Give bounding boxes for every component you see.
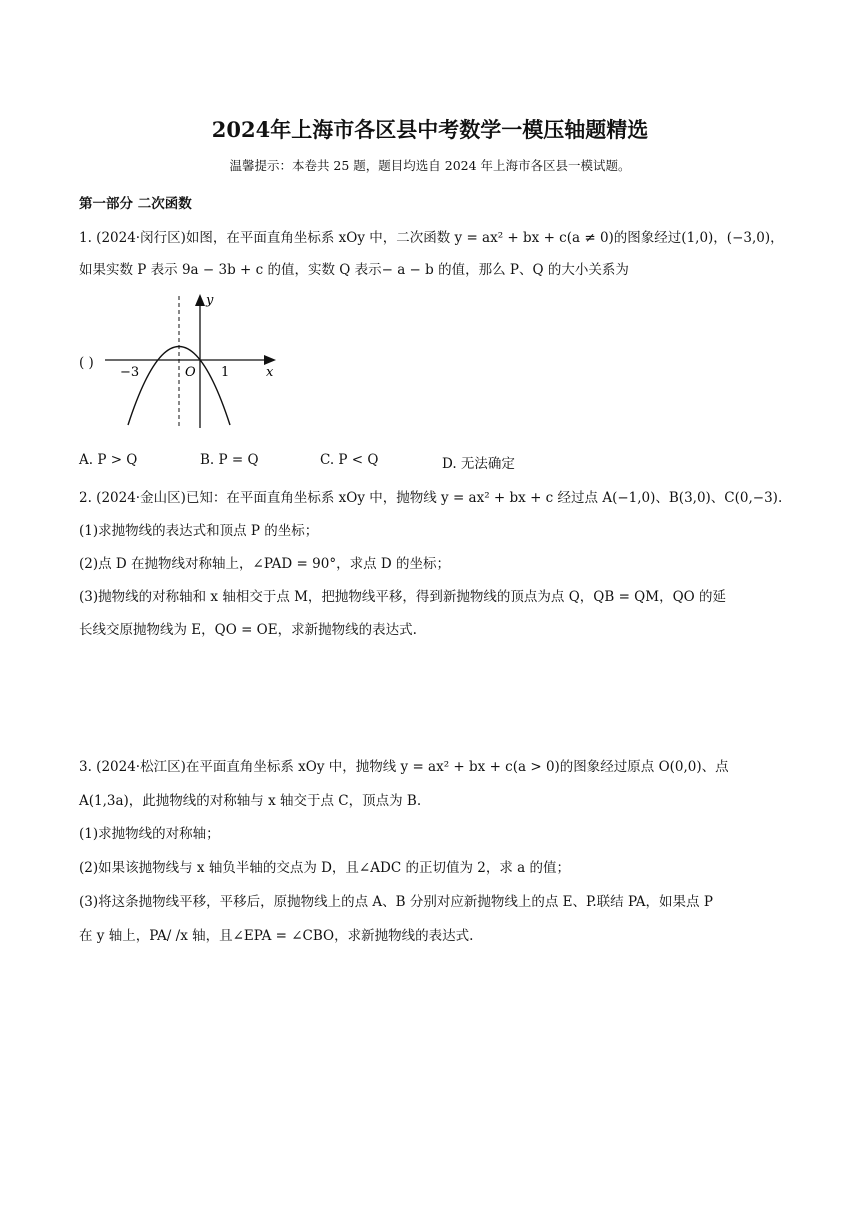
q3-line-5: (3)将这条抛物线平移，平移后，原抛物线上的点 A、B 分别对应新抛物线上的点 E、P.联结 PA，如果点 P (79, 894, 713, 910)
option-b: B. P = Q (200, 452, 259, 468)
one-label: 1 (221, 365, 230, 380)
q1-line-1: 1. (2024·闵行区)如图，在平面直角坐标系 xOy 中，二次函数 y = ax² + bx + c(a ≠ 0)的图象经过(1,0)，(−3,0)， (79, 230, 784, 246)
x-axis-label: x (266, 365, 274, 380)
q3-line-2: A(1,3a)，此抛物线的对称轴与 x 轴交于点 C，顶点为 B. (79, 793, 422, 809)
neg3-label: −3 (120, 365, 140, 380)
parabola-figure (100, 290, 285, 430)
option-c: C. P < Q (320, 452, 379, 468)
y-axis-label: y (206, 293, 214, 308)
q3-line-1: 3. (2024·松江区)在平面直角坐标系 xOy 中，抛物线 y = ax² + bx + c(a > 0)的图象经过原点 O(0,0)、点 (79, 759, 729, 775)
tip-text: 温馨提示：本卷共 25 题，题目均选自 2024 年上海市各区县一模试题。 (229, 158, 631, 173)
parabola-curve (128, 347, 230, 426)
y-axis-arrow (195, 294, 205, 306)
answer-parentheses: ( ) (79, 355, 94, 371)
origin-label: O (185, 365, 196, 380)
option-a: A. P > Q (79, 452, 138, 468)
q2-line-4: (3)抛物线的对称轴和 x 轴相交于点 M，把抛物线平移，得到新抛物线的顶点为点 Q，QB = QM，QO 的延 (79, 589, 726, 605)
option-d: D. 无法确定 (442, 456, 515, 472)
q3-line-6: 在 y 轴上，PA/ /x 轴，且∠EPA = ∠CBO，求新抛物线的表达式. (79, 928, 474, 944)
q2-line-2: (1)求抛物线的表达式和顶点 P 的坐标； (79, 523, 319, 539)
q2-line-5: 长线交原抛物线为 E，QO = OE，求新抛物线的表达式. (79, 622, 417, 638)
q3-line-3: (1)求抛物线的对称轴； (79, 826, 220, 842)
x-axis-arrow (264, 355, 276, 365)
q2-line-1: 2. (2024·金山区)已知：在平面直角坐标系 xOy 中，抛物线 y = ax² + bx + c 经过点 A(−1,0)、B(3,0)、C(0,−3). (79, 490, 783, 506)
page-title: 2024年上海市各区县中考数学一模压轴题精选 (211, 117, 649, 142)
q3-line-4: (2)如果该抛物线与 x 轴负半轴的交点为 D，且∠ADC 的正切值为 2，求 a 的值； (79, 860, 570, 876)
section-heading: 第一部分 二次函数 (79, 196, 192, 212)
q2-line-3: (2)点 D 在抛物线对称轴上，∠PAD = 90°，求点 D 的坐标； (79, 556, 450, 572)
q1-line-2: 如果实数 P 表示 9a − 3b + c 的值，实数 Q 表示− a − b 的值，那么 P、Q 的大小关系为 (79, 262, 629, 278)
